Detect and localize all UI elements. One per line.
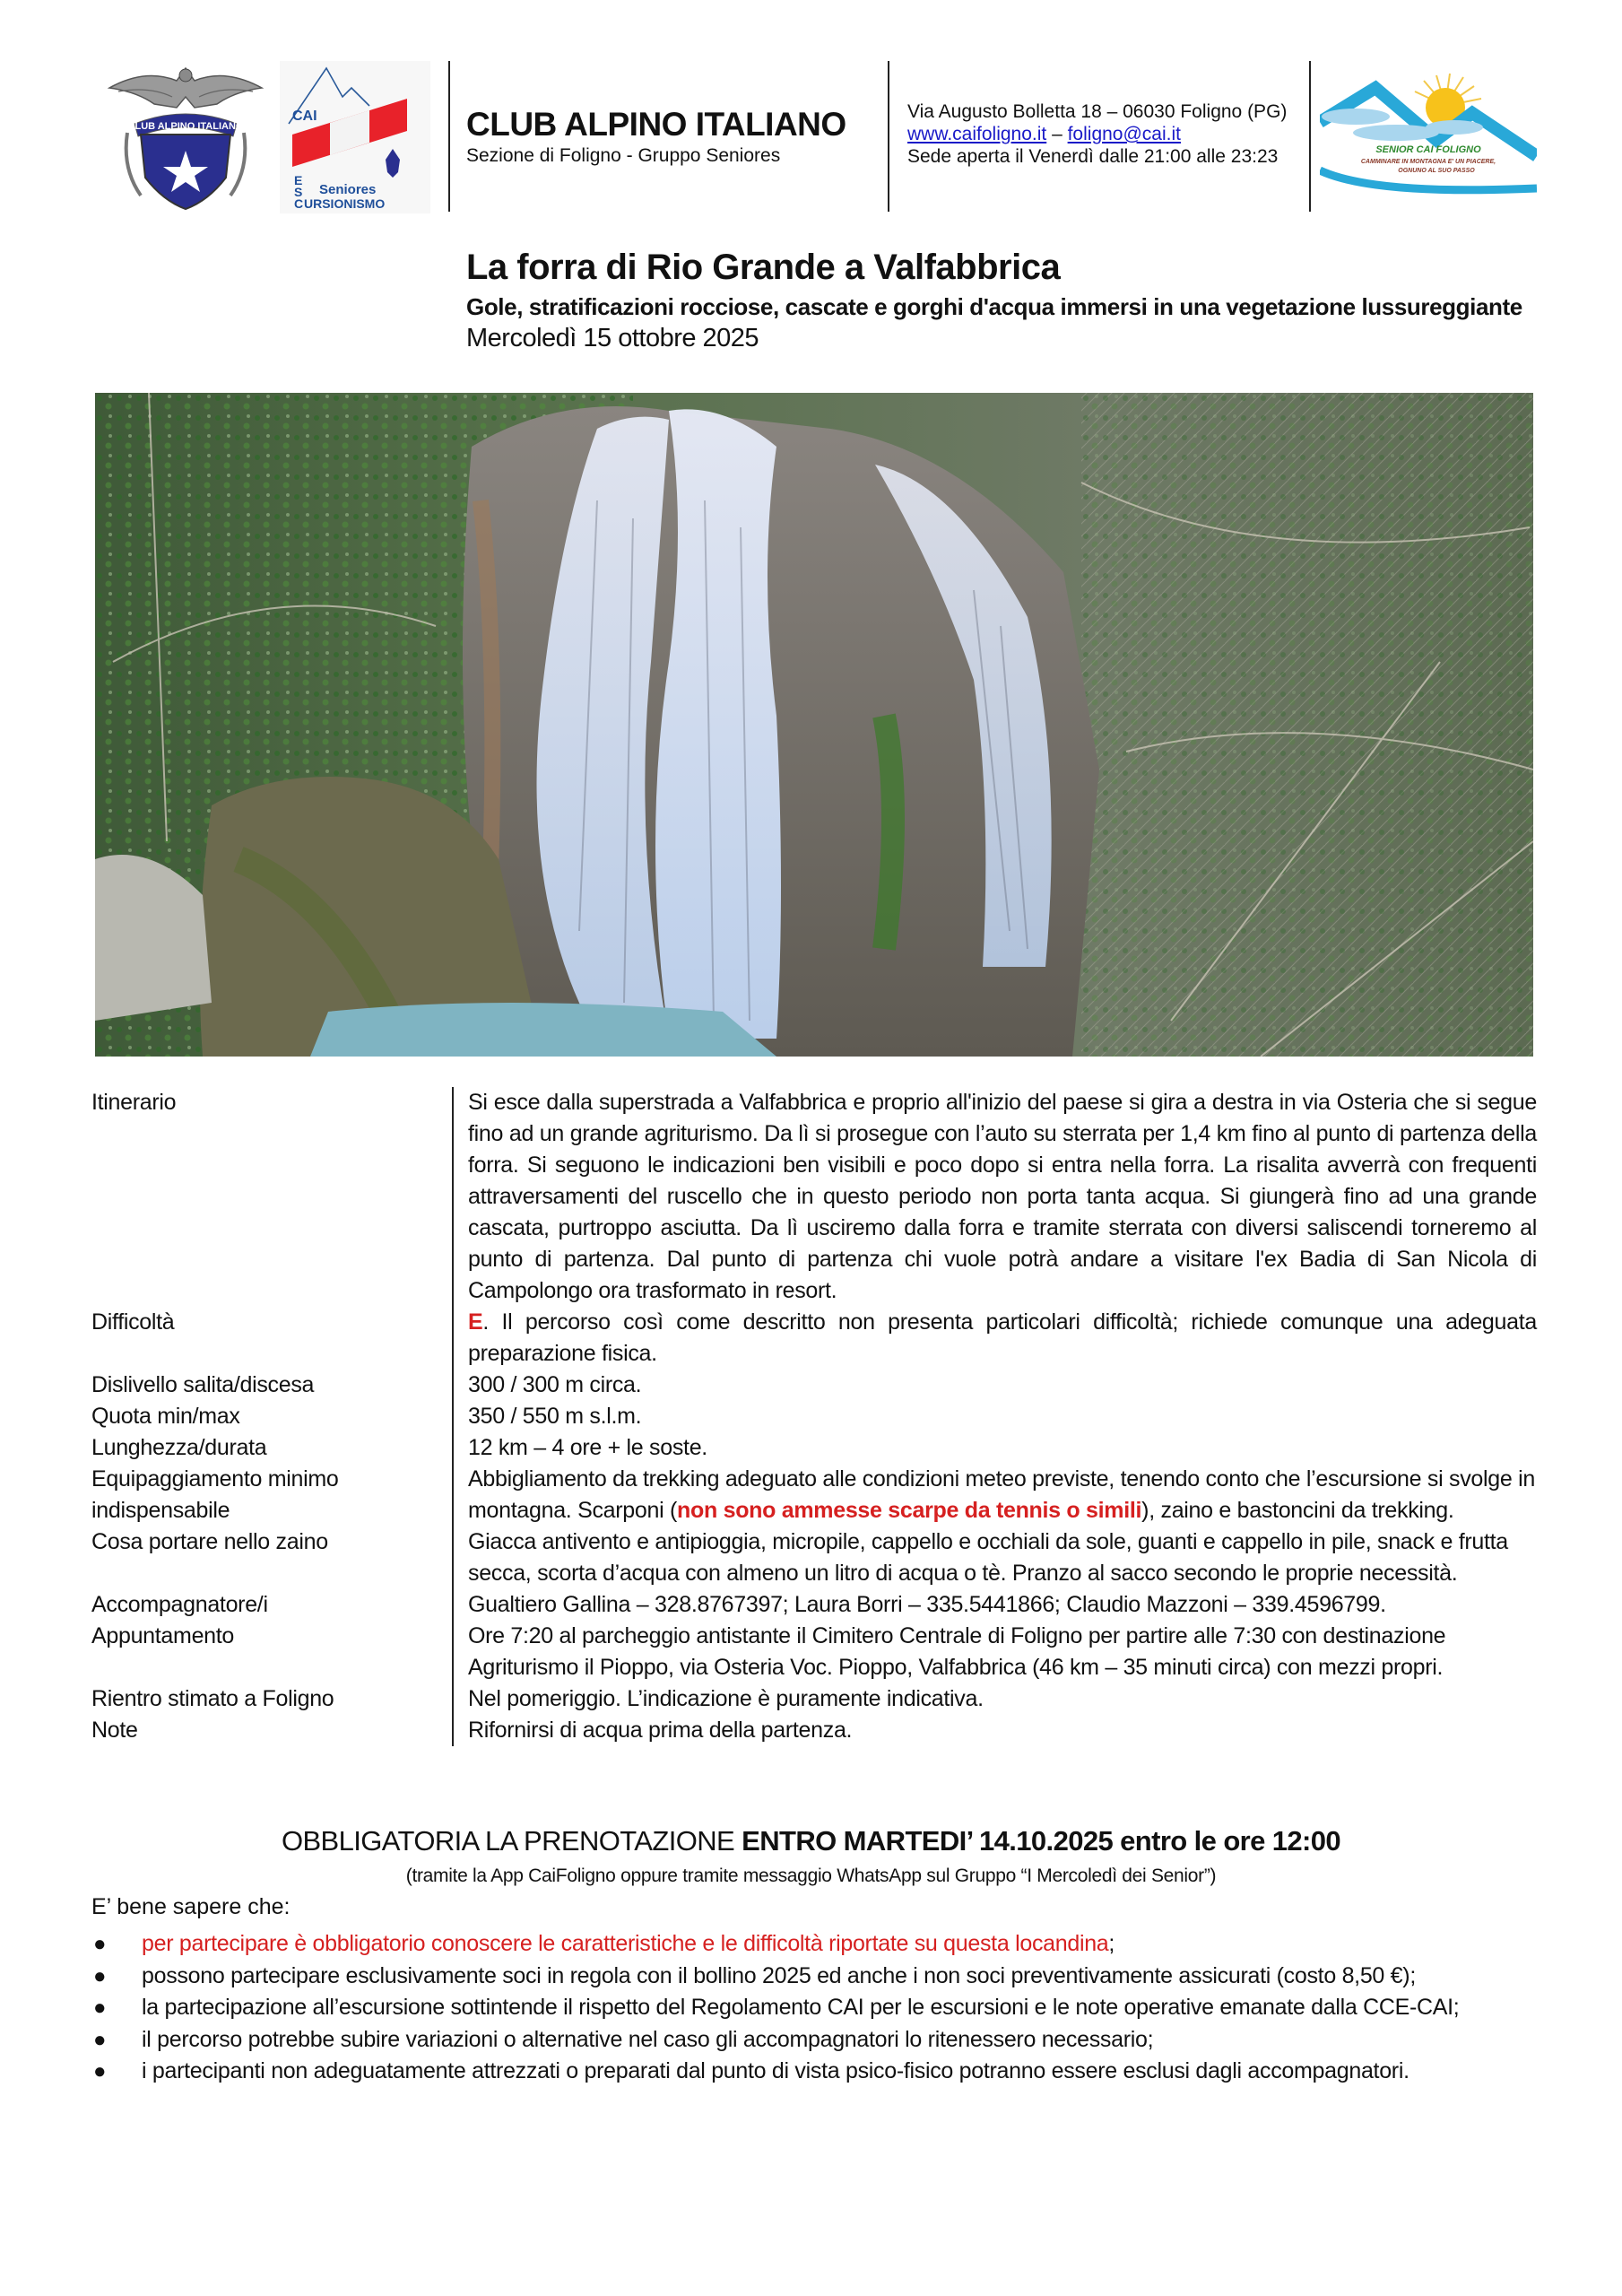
info-label: Dislivello salita/discesa (91, 1372, 315, 1397)
booking-notice-text: OBBLIGATORIA LA PRENOTAZIONE (281, 1825, 742, 1857)
seniores-logo-cai-text: CAI (292, 109, 317, 124)
info-row-quota (91, 1401, 1537, 1432)
notes-item-text: la partecipazione all’escursione sottintende il rispetto del Regolamento CAI per le escursioni e le note operative emanate dalla CCE-CAI; (142, 1995, 1460, 2020)
info-label: Cosa portare nello zaino (91, 1529, 328, 1554)
info-row-rientro (91, 1683, 1537, 1715)
seniores-escursionismo-logo (280, 61, 430, 213)
info-label: Itinerario (91, 1090, 177, 1115)
info-label: Rientro stimato a Foligno (91, 1686, 334, 1711)
notes-item-text: il percorso potrebbe subire variazioni o alternative nel caso gli accompagnatori lo ritenessero necessario; (142, 2026, 1154, 2052)
info-value (452, 1464, 1537, 1526)
waterfall-photo (95, 393, 1533, 1057)
contact-block (907, 100, 1287, 168)
difficulty-description: . Il percorso così come descritto non presenta particolari difficoltà; richiede comunque una adeguata preparazione fisica. (468, 1309, 1537, 1366)
org-title: CLUB ALPINO ITALIANO (466, 106, 846, 143)
cai-emblem-logo (100, 61, 271, 213)
notes-list-item (91, 2024, 1544, 2057)
equipment-warning: non sono ammesse scarpe da tennis o simili (677, 1498, 1142, 1523)
senior-cai-foligno-logo (1320, 70, 1537, 204)
seniores-logo-c: C (294, 196, 304, 211)
email-link[interactable]: foligno@cai.it (1067, 124, 1181, 144)
contact-links (907, 123, 1287, 145)
website-link[interactable]: www.caifoligno.it (907, 124, 1047, 144)
info-value: 300 / 300 m circa. (452, 1370, 1537, 1401)
cai-emblem-ribbon-text: CLUB ALPINO ITALIANO (127, 121, 244, 132)
notes-list-item (91, 2056, 1544, 2088)
bullet-icon: ● (93, 1932, 107, 1956)
bullet-icon: ● (93, 1963, 107, 1988)
info-label: Quota min/max (91, 1404, 240, 1429)
opening-hours: Sede aperta il Venerdì dalle 21:00 alle 23:23 (907, 146, 1279, 167)
notes-item-text: possono partecipare esclusivamente soci in regola con il bollino 2025 ed anche i non soci preventivamente assicurati (costo 8,50 €); (142, 1962, 1416, 1988)
seniores-logo-ursionismo: URSIONISMO (304, 196, 386, 211)
notes-list-item (91, 1992, 1544, 2024)
info-row-itinerario (91, 1087, 1537, 1307)
info-value: Ore 7:20 al parcheggio antistante il Cimitero Centrale di Foligno per partire alle 7:30 con destinazione Agriturismo il Pioppo, via Osteria Voc. Pioppo, Valfabbrica (46 km – 35 minuti circa) con mezzi propri. (452, 1621, 1537, 1683)
header-divider (888, 61, 889, 212)
info-label: Accompagnatore/i (91, 1592, 268, 1617)
event-subtitle: Gole, stratificazioni rocciose, cascate e gorghi d'acqua immersi in una vegetazione lussureggiante (466, 293, 1522, 320)
header-divider (1309, 61, 1311, 212)
info-row-dislivello (91, 1370, 1537, 1401)
info-value: Giacca antivento e antipioggia, micropile, cappello e occhiali da sole, guanti e cappello in pile, snack e frutta secca, scorta d’acqua con almeno un litro di acqua o tè. Pranzo al sacco secondo le proprie necessità. (452, 1526, 1537, 1589)
info-label: Lunghezza/durata (91, 1435, 267, 1460)
bullet-icon: ● (93, 2059, 107, 2083)
contact-separator: – (1046, 124, 1068, 144)
info-row-zaino (91, 1526, 1537, 1589)
info-label: Difficoltà (91, 1309, 175, 1335)
info-row-lunghezza (91, 1432, 1537, 1464)
info-label-line: indispensabile (91, 1498, 230, 1523)
notes-intro: E’ bene sapere che: (91, 1894, 291, 1919)
difficulty-grade: E (468, 1309, 483, 1335)
notes-item-text: i partecipanti non adeguatamente attrezzati o preparati dal punto di vista psico-fisico potranno essere esclusi dagli accompagnatori. (142, 2058, 1409, 2083)
info-value: Gualtiero Gallina – 328.8767397; Laura Borri – 335.5441866; Claudio Mazzoni – 339.4596799. (452, 1589, 1537, 1621)
seniores-logo-seniores: Seniores (319, 182, 377, 197)
seniores-logo-e: E (294, 173, 303, 187)
event-date: Mercoledì 15 ottobre 2025 (466, 324, 759, 352)
senior-logo-title: SENIOR CAI FOLIGNO (1375, 144, 1481, 155)
info-table (91, 1087, 1537, 1746)
equipment-text: Abbigliamento da trekking adeguato alle condizioni meteo previste, tenendo conto che l’escursione si svolge in montagna. Scarponi ( (468, 1466, 1535, 1523)
org-subtitle: Sezione di Foligno - Gruppo Seniores (466, 145, 781, 166)
info-value: 350 / 550 m s.l.m. (452, 1401, 1537, 1432)
notes-item-text: ; (1108, 1931, 1115, 1956)
senior-logo-motto-1: CAMMINARE IN MONTAGNA E' UN PIACERE, (1360, 159, 1496, 165)
equipment-text-end: ), zaino e bastoncini da trekking. (1141, 1498, 1454, 1523)
info-value (452, 1307, 1537, 1370)
booking-deadline: ENTRO MARTEDI’ 14.10.2025 entro le ore 12:00 (742, 1825, 1341, 1857)
bullet-icon: ● (93, 2027, 107, 2052)
header-divider (448, 61, 450, 212)
booking-notice (0, 1825, 1622, 1857)
notes-list (91, 1928, 1544, 2088)
notes-list-item (91, 1928, 1544, 1961)
info-value: Rifornirsi di acqua prima della partenza. (452, 1715, 1537, 1746)
info-value: Nel pomeriggio. L’indicazione è puramente indicativa. (452, 1683, 1537, 1715)
info-value: Si esce dalla superstrada a Valfabbrica e proprio all'inizio del paese si gira a destra in via Osteria che si segue fino ad un grande agriturismo. Da lì si prosegue con l’auto su sterrata per 1,4 km fino al punto di partenza della forra. Si seguono le indicazioni ben visibili e poco dopo si entra nella forra. La risalita avverrà con frequenti attraversamenti del ruscello che in questo periodo non porta tanta acqua. Si giungerà fino ad una grande cascata, purtroppo asciutta. Da lì usciremo dalla forra e tramite sterrata con diversi saliscendi torneremo al punto di partenza. Dal punto di partenza chi vuole potrà andare a visitare l'ex Badia di San Nicola di Campolongo ora trasformato in resort. (452, 1087, 1537, 1307)
notes-list-item (91, 1961, 1544, 1993)
info-row-appuntamento (91, 1621, 1537, 1683)
seniores-logo-s: S (294, 185, 303, 199)
info-row-difficolta (91, 1307, 1537, 1370)
info-row-equipaggiamento (91, 1464, 1537, 1526)
senior-logo-motto-2: OGNUNO AL SUO PASSO (1398, 168, 1475, 174)
info-label (91, 1464, 452, 1526)
info-label-line: Equipaggiamento minimo (91, 1466, 339, 1492)
address: Via Augusto Bolletta 18 – 06030 Foligno (PG) (907, 101, 1288, 122)
info-row-note (91, 1715, 1537, 1746)
notes-item-warning: per partecipare è obbligatorio conoscere le caratteristiche e le difficoltà riportate su questa locandina (142, 1931, 1109, 1956)
bullet-icon: ● (93, 1996, 107, 2020)
info-value: 12 km – 4 ore + le soste. (452, 1432, 1537, 1464)
booking-method: (tramite la App CaiFoligno oppure tramite messaggio WhatsApp sul Gruppo “I Mercoledì dei Senior”) (405, 1866, 1217, 1886)
info-row-accompagnatori (91, 1589, 1537, 1621)
info-label: Note (91, 1718, 138, 1743)
event-title: La forra di Rio Grande a Valfabbrica (466, 248, 1061, 287)
info-label: Appuntamento (91, 1623, 235, 1648)
